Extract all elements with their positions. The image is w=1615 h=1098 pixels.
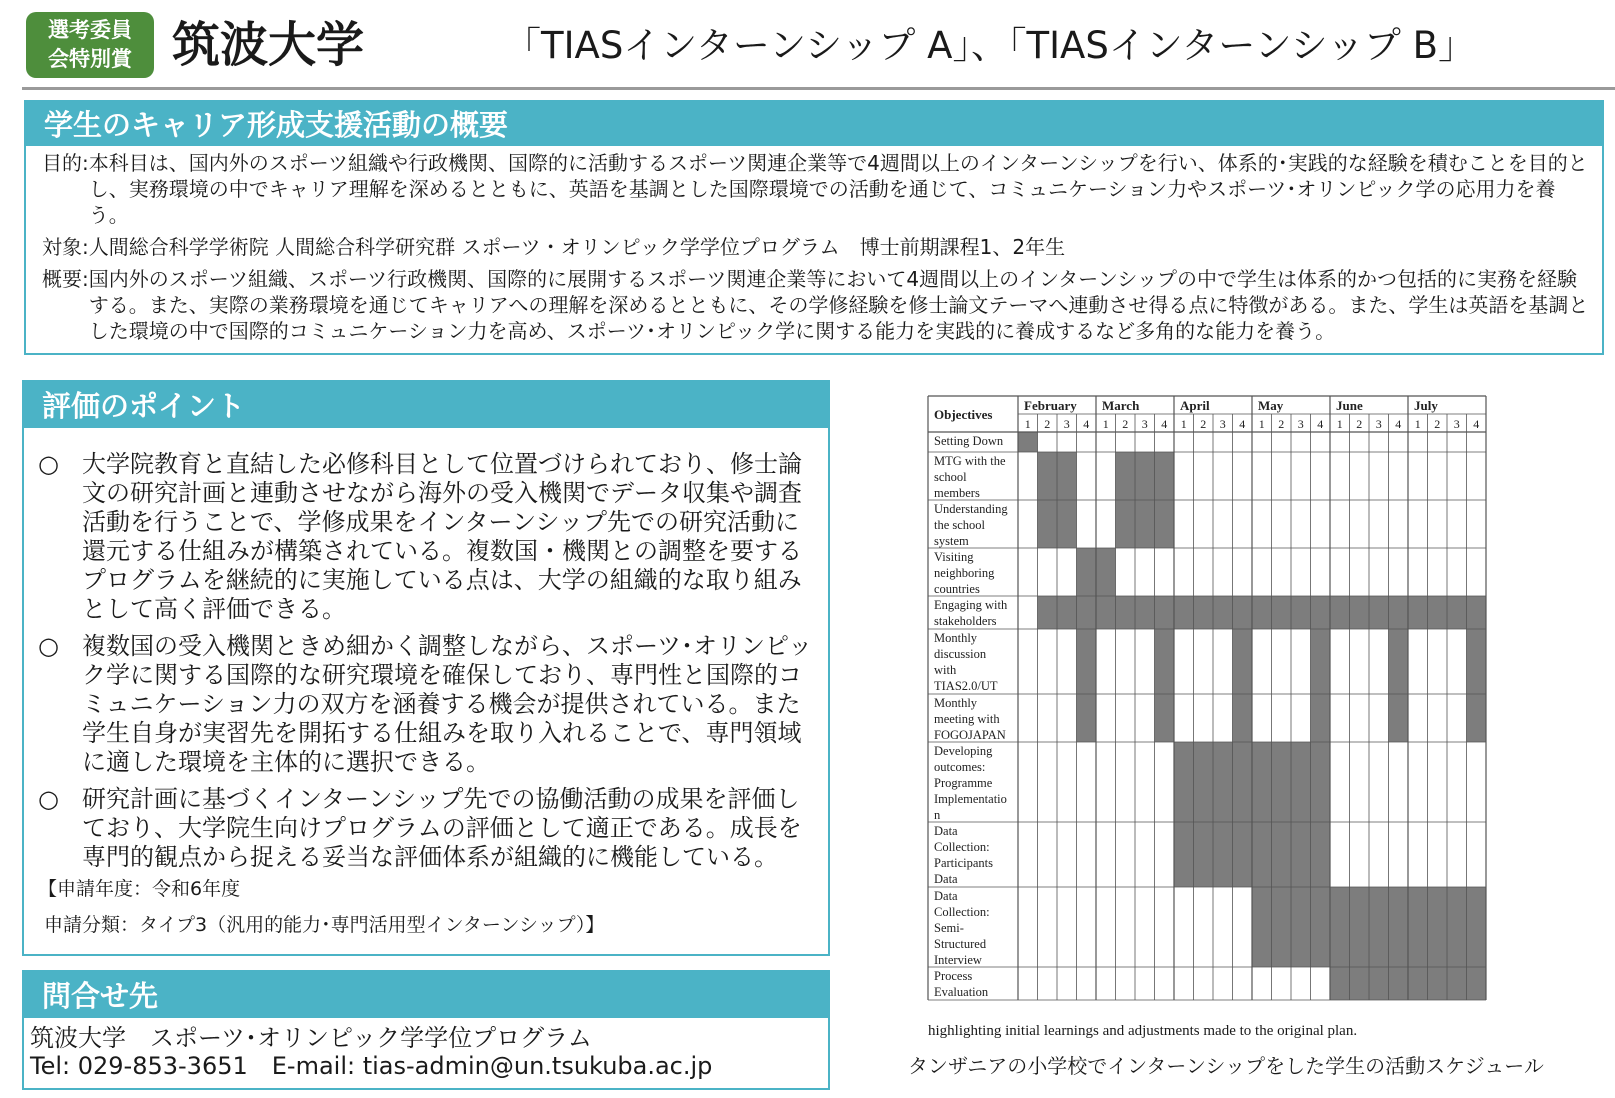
schedule-active-cell: [1311, 822, 1331, 887]
schedule-active-cell: [1077, 548, 1097, 596]
schedule-active-cell: [1291, 596, 1311, 629]
row-label: Programme: [934, 776, 993, 790]
row-label: Semi-: [934, 921, 964, 935]
row-label: Monthly: [934, 631, 978, 645]
schedule-active-cell: [1233, 822, 1253, 887]
schedule-active-cell: [1408, 967, 1428, 1000]
bullet-circle-icon: ○: [38, 785, 59, 813]
row-label: Data: [934, 889, 958, 903]
evaluation-point-text: 大学院教育と直結した必修科目として位置づけられており、修士論文の研究計画と連動させながら海外の受入機関でデータ収集や調査活動を行うことで、学修成果をインターンシップ先での研究活動に還元する仕組みが構築されている。複数国・機関との調整を要するプログラムを継続的に実施している点は、大学の組織的な取り組みとして高く評価できる。: [82, 450, 802, 623]
schedule-active-cell: [1291, 887, 1311, 967]
program-title: 「TIASインターンシップ A」、「TIASインターンシップ B」: [504, 24, 1476, 67]
week-label: 4: [1317, 417, 1324, 431]
schedule-active-cell: [1330, 967, 1350, 1000]
schedule-active-cell: [1155, 452, 1175, 500]
schedule-active-cell: [1116, 500, 1136, 548]
row-label: Developing: [934, 744, 993, 758]
award-badge-line1: 選考委員: [48, 18, 132, 42]
schedule-active-cell: [1155, 629, 1175, 694]
award-badge: [26, 12, 154, 78]
row-label: TIAS2.0/UT: [934, 679, 998, 693]
contact-section: [22, 970, 830, 1090]
schedule-active-cell: [1408, 887, 1428, 967]
schedule-active-cell: [1252, 742, 1272, 822]
schedule-active-cell: [1057, 452, 1077, 500]
overview-purpose-text: 本科目は、国内外のスポーツ組織や行政機関、国際的に活動するスポーツ関連企業等で4週間以上のインターンシップを行い、体系的･実践的な経験を積むことを目的とし、実務環境の中でキャリア理解を深めるとともに、英語を基調とした国際環境での活動を通じて、コミュニケーション力やスポーツ･オリンピック学の応用力を養う。: [88, 151, 1588, 227]
row-label: Setting Down: [934, 434, 1004, 448]
schedule-active-cell: [1155, 500, 1175, 548]
schedule-active-cell: [1038, 452, 1058, 500]
schedule-active-cell: [1272, 742, 1292, 822]
row-label: stakeholders: [934, 614, 997, 628]
schedule-active-cell: [1096, 596, 1116, 629]
overview-summary-label: 概要:: [42, 267, 89, 291]
bullet-circle-icon: ○: [38, 632, 59, 660]
week-label: 3: [1063, 417, 1070, 431]
schedule-active-cell: [1467, 967, 1487, 1000]
schedule-active-cell: [1077, 629, 1097, 694]
schedule-active-cell: [1194, 742, 1214, 822]
row-label: the school: [934, 518, 986, 532]
schedule-active-cell: [1467, 694, 1487, 742]
schedule-active-cell: [1389, 967, 1409, 1000]
week-label: 1: [1258, 417, 1265, 431]
evaluation-point: [38, 632, 818, 777]
schedule-active-cell: [1213, 742, 1233, 822]
schedule-active-cell: [1194, 822, 1214, 887]
week-label: 4: [1395, 417, 1402, 431]
schedule-active-cell: [1174, 822, 1194, 887]
schedule-active-cell: [1467, 887, 1487, 967]
row-label: school: [934, 470, 967, 484]
week-label: 2: [1278, 417, 1285, 431]
row-label: Data: [934, 824, 958, 838]
schedule-active-cell: [1135, 452, 1155, 500]
schedule-active-cell: [1155, 694, 1175, 742]
week-label: 4: [1473, 417, 1480, 431]
schedule-active-cell: [1057, 500, 1077, 548]
award-badge-line2: 会特別賞: [48, 47, 132, 71]
schedule-active-cell: [1428, 887, 1448, 967]
schedule-active-cell: [1116, 452, 1136, 500]
schedule-active-cell: [1057, 596, 1077, 629]
row-label: discussion: [934, 647, 987, 661]
overview-summary-row: [26, 266, 1602, 344]
schedule-active-cell: [1350, 887, 1370, 967]
week-label: 2: [1044, 417, 1051, 431]
schedule-active-cell: [1038, 596, 1058, 629]
header-divider: [22, 87, 1615, 90]
schedule-active-cell: [1350, 967, 1370, 1000]
schedule-active-cell: [1311, 887, 1331, 967]
schedule-active-cell: [1272, 596, 1292, 629]
month-label: July: [1414, 398, 1438, 413]
row-label: Understanding: [934, 502, 1008, 516]
week-label: 2: [1356, 417, 1363, 431]
schedule-active-cell: [1428, 596, 1448, 629]
week-label: 4: [1161, 417, 1168, 431]
week-label: 3: [1141, 417, 1148, 431]
overview-target-label: 対象:: [42, 235, 89, 259]
week-label: 1: [1180, 417, 1187, 431]
week-label: 4: [1239, 417, 1246, 431]
week-label: 1: [1024, 417, 1031, 431]
schedule-active-cell: [1272, 887, 1292, 967]
schedule-active-cell: [1233, 742, 1253, 822]
application-category: 申請分類：タイプ3（汎用的能力･専門活用型インターンシップ）】: [44, 914, 605, 936]
overview-heading: 学生のキャリア形成支援活動の概要: [26, 102, 1602, 146]
schedule-active-cell: [1252, 822, 1272, 887]
row-label: Data: [934, 872, 958, 886]
week-label: 3: [1375, 417, 1382, 431]
week-label: 1: [1336, 417, 1343, 431]
schedule-active-cell: [1389, 694, 1409, 742]
overview-section: [24, 100, 1604, 355]
row-label: Process: [934, 969, 973, 983]
row-label: n: [934, 808, 941, 822]
month-label: April: [1180, 398, 1210, 413]
row-label: neighboring: [934, 566, 995, 580]
schedule-active-cell: [1233, 629, 1253, 694]
row-label: Monthly: [934, 696, 978, 710]
schedule-active-cell: [1272, 822, 1292, 887]
week-label: 4: [1083, 417, 1090, 431]
row-label: Structured: [934, 937, 987, 951]
schedule-active-cell: [1311, 742, 1331, 822]
row-label: Collection:: [934, 840, 990, 854]
contact-org: 筑波大学 スポーツ･オリンピック学学位プログラム: [30, 1024, 592, 1052]
evaluation-section: [22, 380, 830, 956]
schedule-active-cell: [1077, 694, 1097, 742]
evaluation-point: [38, 785, 818, 872]
evaluation-point-text: 研究計画に基づくインターンシップ先での協働活動の成果を評価しており、大学院生向けプログラムの評価として適正である。成長を専門的観点から捉える妥当な評価体系が組織的に機能している。: [82, 785, 802, 871]
overview-purpose-row: [26, 150, 1602, 228]
schedule-active-cell: [1174, 596, 1194, 629]
week-label: 2: [1200, 417, 1207, 431]
chart-caption: highlighting initial learnings and adjustments made to the original plan.: [928, 1023, 1358, 1039]
overview-summary-text: 国内外のスポーツ組織、スポーツ行政機関、国際的に展開するスポーツ関連企業等において4週間以上のインターンシップの中で学生は体系的かつ包括的に実務を経験する。また、実際の業務環境を通じてキャリアへの理解を深めるとともに、その学修経験を修士論文テーマへ連動させ得る点に特徴がある。また、学生は英語を基調とした環境の中で国際的コミュニケーション力を高め、スポーツ･オリンピック学に関する能力を実践的に養成するなど多角的な能力を養う。: [88, 267, 1589, 343]
schedule-active-cell: [1135, 500, 1155, 548]
schedule-active-cell: [1174, 742, 1194, 822]
schedule-active-cell: [1389, 887, 1409, 967]
schedule-active-cell: [1408, 596, 1428, 629]
schedule-active-cell: [1194, 596, 1214, 629]
schedule-active-cell: [1233, 694, 1253, 742]
schedule-active-cell: [1096, 548, 1116, 596]
schedule-active-cell: [1135, 596, 1155, 629]
row-label: outcomes:: [934, 760, 986, 774]
row-label: Visiting: [934, 550, 974, 564]
evaluation-heading: 評価のポイント: [24, 382, 828, 428]
overview-target-text: 人間総合科学学術院 人間総合科学研究群 スポーツ・オリンピック学学位プログラム 博士前期課程1、2年生: [88, 235, 1066, 259]
week-label: 3: [1453, 417, 1460, 431]
schedule-active-cell: [1291, 822, 1311, 887]
schedule-active-cell: [1213, 596, 1233, 629]
schedule-active-cell: [1389, 629, 1409, 694]
schedule-active-cell: [1389, 596, 1409, 629]
contact-heading: 問合せ先: [24, 972, 828, 1018]
schedule-active-cell: [1311, 629, 1331, 694]
evaluation-point: [38, 450, 818, 624]
month-label: February: [1024, 398, 1077, 413]
month-label: May: [1258, 398, 1284, 413]
schedule-active-cell: [1311, 694, 1331, 742]
row-label: Participants: [934, 856, 994, 870]
contact-tel-email: Tel: 029-853-3651 E-mail: tias-admin@un.tsukuba.ac.jp: [30, 1052, 713, 1080]
objectives-header: Objectives: [934, 407, 993, 422]
week-label: 1: [1414, 417, 1421, 431]
schedule-active-cell: [1447, 596, 1467, 629]
schedule-active-cell: [1350, 596, 1370, 629]
row-label: countries: [934, 582, 980, 596]
schedule-active-cell: [1311, 596, 1331, 629]
schedule-active-cell: [1369, 967, 1389, 1000]
schedule-active-cell: [1369, 596, 1389, 629]
schedule-chart: [928, 396, 1478, 1021]
schedule-title: タンザニアの小学校でインターンシップをした学生の活動スケジュール: [908, 1054, 1544, 1078]
schedule-active-cell: [1077, 596, 1097, 629]
row-label: MTG with the: [934, 454, 1006, 468]
week-label: 3: [1219, 417, 1226, 431]
schedule-active-cell: [1467, 596, 1487, 629]
schedule-active-cell: [1018, 432, 1038, 452]
row-label: FOGOJAPAN: [934, 728, 1006, 742]
bullet-circle-icon: ○: [38, 450, 59, 478]
schedule-active-cell: [1369, 887, 1389, 967]
schedule-active-cell: [1428, 967, 1448, 1000]
week-label: 2: [1122, 417, 1129, 431]
week-label: 1: [1102, 417, 1109, 431]
schedule-active-cell: [1213, 822, 1233, 887]
overview-target-row: [26, 234, 1602, 260]
row-label: Evaluation: [934, 985, 989, 999]
row-label: Engaging with: [934, 598, 1008, 612]
schedule-active-cell: [1116, 596, 1136, 629]
schedule-active-cell: [1252, 887, 1272, 967]
schedule-active-cell: [1467, 629, 1487, 694]
month-label: June: [1336, 398, 1363, 413]
week-label: 3: [1297, 417, 1304, 431]
week-label: 2: [1434, 417, 1441, 431]
row-label: Interview: [934, 953, 982, 967]
schedule-active-cell: [1330, 887, 1350, 967]
schedule-active-cell: [1038, 500, 1058, 548]
row-label: Collection:: [934, 905, 990, 919]
schedule-active-cell: [1252, 596, 1272, 629]
row-label: members: [934, 486, 980, 500]
evaluation-point-text: 複数国の受入機関ときめ細かく調整しながら、スポーツ･オリンピック学に関する国際的な研究環境を確保しており、専門性と国際的コミュニケーション力の双方を涵養する機会が提供されている。また学生自身が実習先を開拓する仕組みを取り入れることで、専門領域に適した環境を主体的に選択できる。: [82, 632, 813, 776]
schedule-active-cell: [1155, 596, 1175, 629]
schedule-active-cell: [1447, 887, 1467, 967]
row-label: meeting with: [934, 712, 1000, 726]
schedule-active-cell: [1447, 967, 1467, 1000]
overview-purpose-label: 目的:: [42, 151, 89, 175]
row-label: with: [934, 663, 957, 677]
row-label: Implementatio: [934, 792, 1007, 806]
month-label: March: [1102, 398, 1140, 413]
schedule-active-cell: [1233, 596, 1253, 629]
university-name: 筑波大学: [172, 17, 365, 73]
application-year: 【申請年度：令和6年度: [38, 878, 241, 900]
schedule-active-cell: [1330, 596, 1350, 629]
schedule-active-cell: [1291, 742, 1311, 822]
row-label: system: [934, 534, 969, 548]
